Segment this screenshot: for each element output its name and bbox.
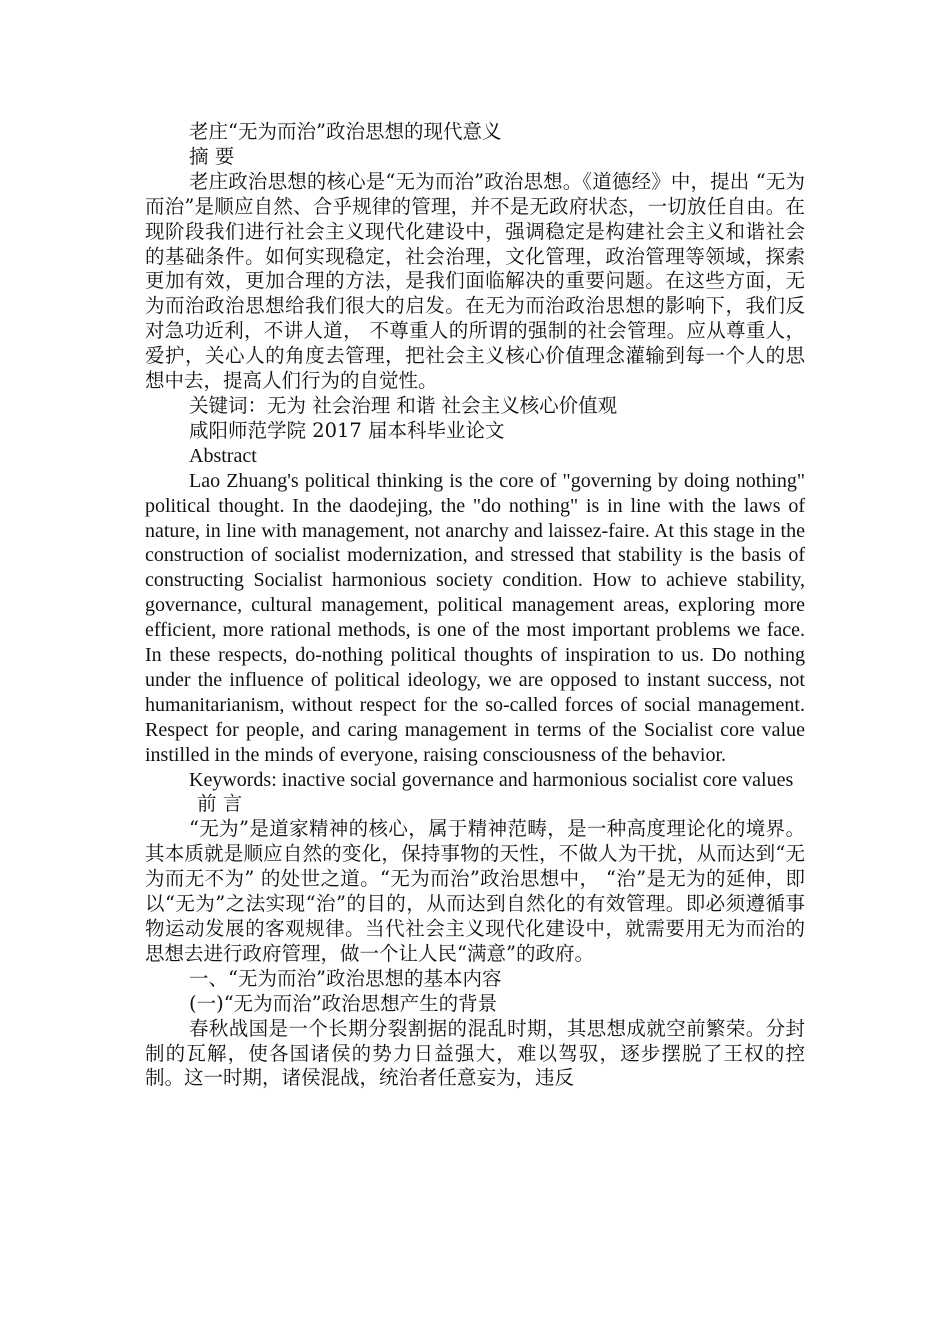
paper-title: 老庄“无为而治”政治思想的现代意义	[189, 120, 502, 143]
abstract-en-heading: Abstract	[189, 444, 257, 467]
abstract-cn-heading: 摘 要	[189, 144, 235, 168]
document-page	[145, 120, 805, 1091]
keywords-cn: 关键词：无为 社会治理 和谐 社会主义核心价值观	[189, 393, 618, 417]
thesis-line: 咸阳师范学院 2017 届本科毕业论文	[189, 418, 505, 442]
preface-body: “无为”是道家精神的核心，属于精神范畴，是一种高度理论化的境界。其本质就是顺应自然的变化，保持事物的天性，不做人为干扰，从而达到“无为而无不为” 的处世之道。“无为而治”政治思想中， “治”是无为的延伸，即以“无为”之法实现“治”的目的，从而达到自然化的有效管理。即必须遵循事物运动发展的客观规律。当代社会主义现代化建设中，就需要用无为而治的思想去进行政府管理，做一个让人民“满意”的政府。	[145, 817, 805, 965]
abstract-cn-body: 老庄政治思想的核心是“无为而治”政治思想。《道德经》中，提出 “无为而治”是顺应自然、合乎规律的管理，并不是无政府状态，一切放任自由。在现阶段我们进行社会主义现代化建设中，强调稳定是构建社会主义和谐社会的基础条件。如何实现稳定，社会治理，文化管理，政治管理等领域，探索更加有效，更加合理的方法，是我们面临解决的重要问题。在这些方面，无为而治政治思想给我们很大的启发。在无为而治政治思想的影响下，我们反对急功近利，不讲人道， 不尊重人的所谓的强制的社会管理。应从尊重人，爱护，关心人的角度去管理，把社会主义核心价值理念灌输到每一个人的思想中去，提高人们行为的自觉性。	[145, 169, 805, 393]
section-1-1-heading: (一)“无为而治”政治思想产生的背景	[189, 991, 498, 1015]
section-1-1-body: 春秋战国是一个长期分裂割据的混乱时期，其思想成就空前繁荣。分封制的瓦解，使各国诸侯的势力日益强大，难以驾驭，逐步摆脱了王权的控制。这一时期，诸侯混战，统治者任意妄为，违反	[145, 1016, 805, 1090]
preface-heading: 前 言	[197, 792, 243, 816]
keywords-en: Keywords: inactive social governance and harmonious socialist core values	[189, 768, 794, 791]
section-1-heading: 一、“无为而治”政治思想的基本内容	[189, 966, 502, 990]
abstract-en-body: Lao Zhuang's political thinking is the core of "governing by doing nothing" political thought. In the daodejing, the "do nothing" is in line with the laws of nature, in line with management, not anarchy and laissez-faire. At this stage in the construction of socialist modernization, and stressed that stability is the basis of constructing Socialist harmonious society condition. How to achieve stability, governance, cultural management, political management areas, exploring more efficient, more rational methods, is one of the most important problems we face. In these respects, do-nothing political thoughts of inspiration to us. Do nothing under the influence of political ideology, we are opposed to instant success, not humanitarianism, without respect for the so-called forces of social management. Respect for people, and caring management in terms of the Socialist core value instilled in the minds of everyone, raising consciousness of the behavior.	[145, 469, 805, 766]
